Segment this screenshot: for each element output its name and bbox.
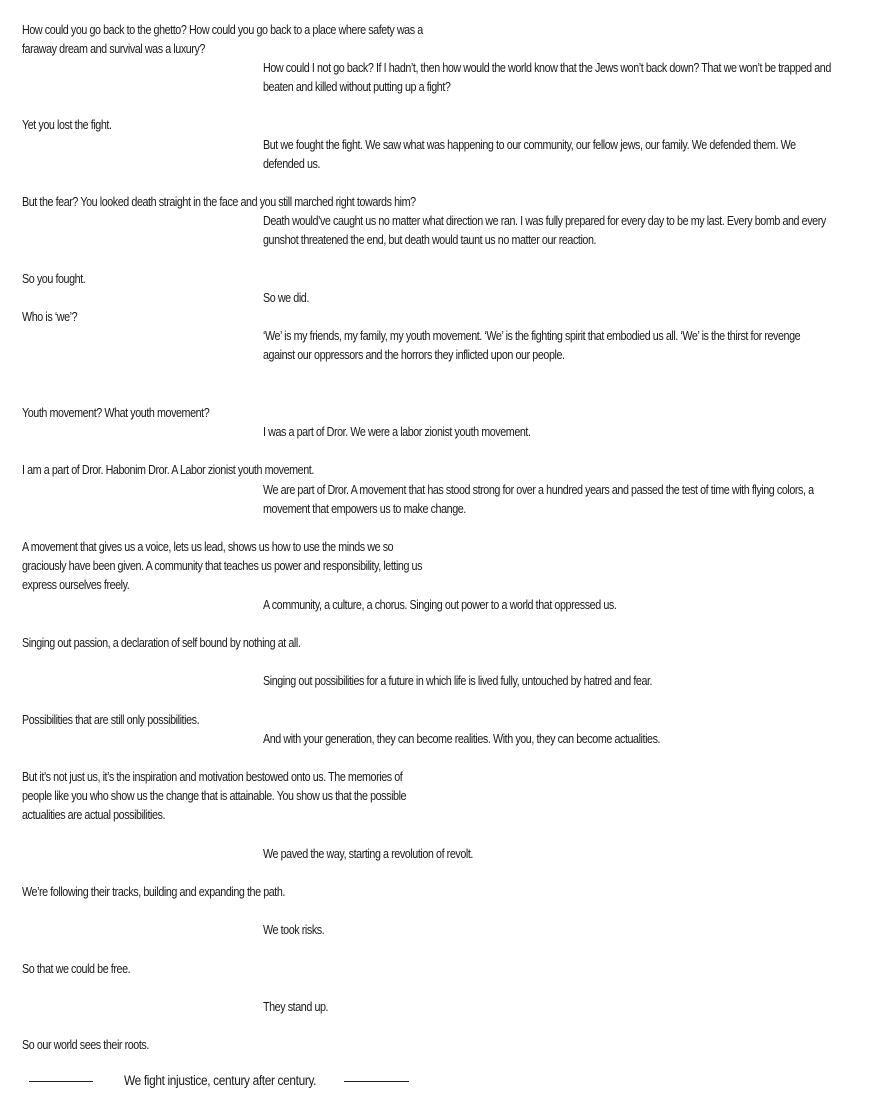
modern-line: Who is ‘we’? bbox=[22, 310, 78, 324]
closing-line: We fight injustice, century after century. bbox=[124, 1073, 317, 1088]
left-rule-divider bbox=[29, 1081, 93, 1082]
closing-row bbox=[0, 1071, 895, 1095]
fighter-line: We are part of Dror. A movement that has stood strong for over a hundred years and passed the test of time with flying colors, a bbox=[263, 483, 814, 497]
modern-line: But it’s not just us, it’s the inspiration and motivation bestowed onto us. The memories of bbox=[22, 770, 403, 784]
modern-line: Possibilities that are still only possibilities. bbox=[22, 713, 200, 727]
fighter-line: Death would’ve caught us no matter what direction we ran. I was fully prepared for every day to be my last. Every bomb and every bbox=[263, 214, 826, 228]
fighter-line: gunshot threatened the end, but death would taunt us no matter our reaction. bbox=[263, 233, 597, 247]
modern-line: So our world sees their roots. bbox=[22, 1038, 149, 1052]
modern-line: people like you who show us the change that is attainable. You show us that the possible bbox=[22, 789, 407, 803]
fighter-line: They stand up. bbox=[263, 1000, 329, 1014]
fighter-line: So we did. bbox=[263, 291, 309, 305]
fighter-line: A community, a culture, a chorus. Singing out power to a world that oppressed us. bbox=[263, 598, 617, 612]
fighter-line: How could I not go back? If I hadn’t, then how would the world know that the Jews won’t back down? That we won’t be trapped and bbox=[263, 61, 831, 75]
modern-line: A movement that gives us a voice, lets us lead, shows us how to use the minds we so bbox=[22, 540, 394, 554]
modern-line: We’re following their tracks, building and expanding the path. bbox=[22, 885, 285, 899]
fighter-line: beaten and killed without putting up a fight? bbox=[263, 80, 451, 94]
modern-line: How could you go back to the ghetto? How could you go back to a place where safety was a bbox=[22, 23, 423, 37]
right-rule-divider bbox=[344, 1081, 409, 1082]
fighter-line: But we fought the fight. We saw what was happening to our community, our fellow jews, our family. We defended them. We bbox=[263, 138, 796, 152]
modern-line: So that we could be free. bbox=[22, 962, 131, 976]
fighter-line: movement that empowers us to make change. bbox=[263, 502, 466, 516]
fighter-line: against our oppressors and the horrors they inflicted upon our people. bbox=[263, 348, 565, 362]
fighter-line: defended us. bbox=[263, 157, 321, 171]
fighter-line: ‘We’ is my friends, my family, my youth movement. ‘We’ is the fighting spirit that embodied us all. ‘We’ is the thirst for revenge bbox=[263, 329, 801, 343]
modern-line: graciously have been given. A community that teaches us power and responsibility, letting us bbox=[22, 559, 423, 573]
modern-line: actualities are actual possibilities. bbox=[22, 808, 166, 822]
modern-line: But the fear? You looked death straight in the face and you still marched right towards him? bbox=[22, 195, 416, 209]
modern-line: I am a part of Dror. Habonim Dror. A Labor zionist youth movement. bbox=[22, 463, 314, 477]
fighter-line: Singing out possibilities for a future in which life is lived fully, untouched by hatred and fear. bbox=[263, 674, 653, 688]
fighter-line: We paved the way, starting a revolution of revolt. bbox=[263, 847, 473, 861]
modern-line: Youth movement? What youth movement? bbox=[22, 406, 210, 420]
modern-line: So you fought. bbox=[22, 272, 86, 286]
fighter-line: I was a part of Dror. We were a labor zionist youth movement. bbox=[263, 425, 531, 439]
modern-line: faraway dream and survival was a luxury? bbox=[22, 42, 205, 56]
modern-line: Singing out passion, a declaration of self bound by nothing at all. bbox=[22, 636, 301, 650]
modern-line: express ourselves freely. bbox=[22, 578, 130, 592]
modern-line: Yet you lost the fight. bbox=[22, 118, 112, 132]
fighter-line: We took risks. bbox=[263, 923, 325, 937]
fighter-line: And with your generation, they can become realities. With you, they can become actualities. bbox=[263, 732, 661, 746]
